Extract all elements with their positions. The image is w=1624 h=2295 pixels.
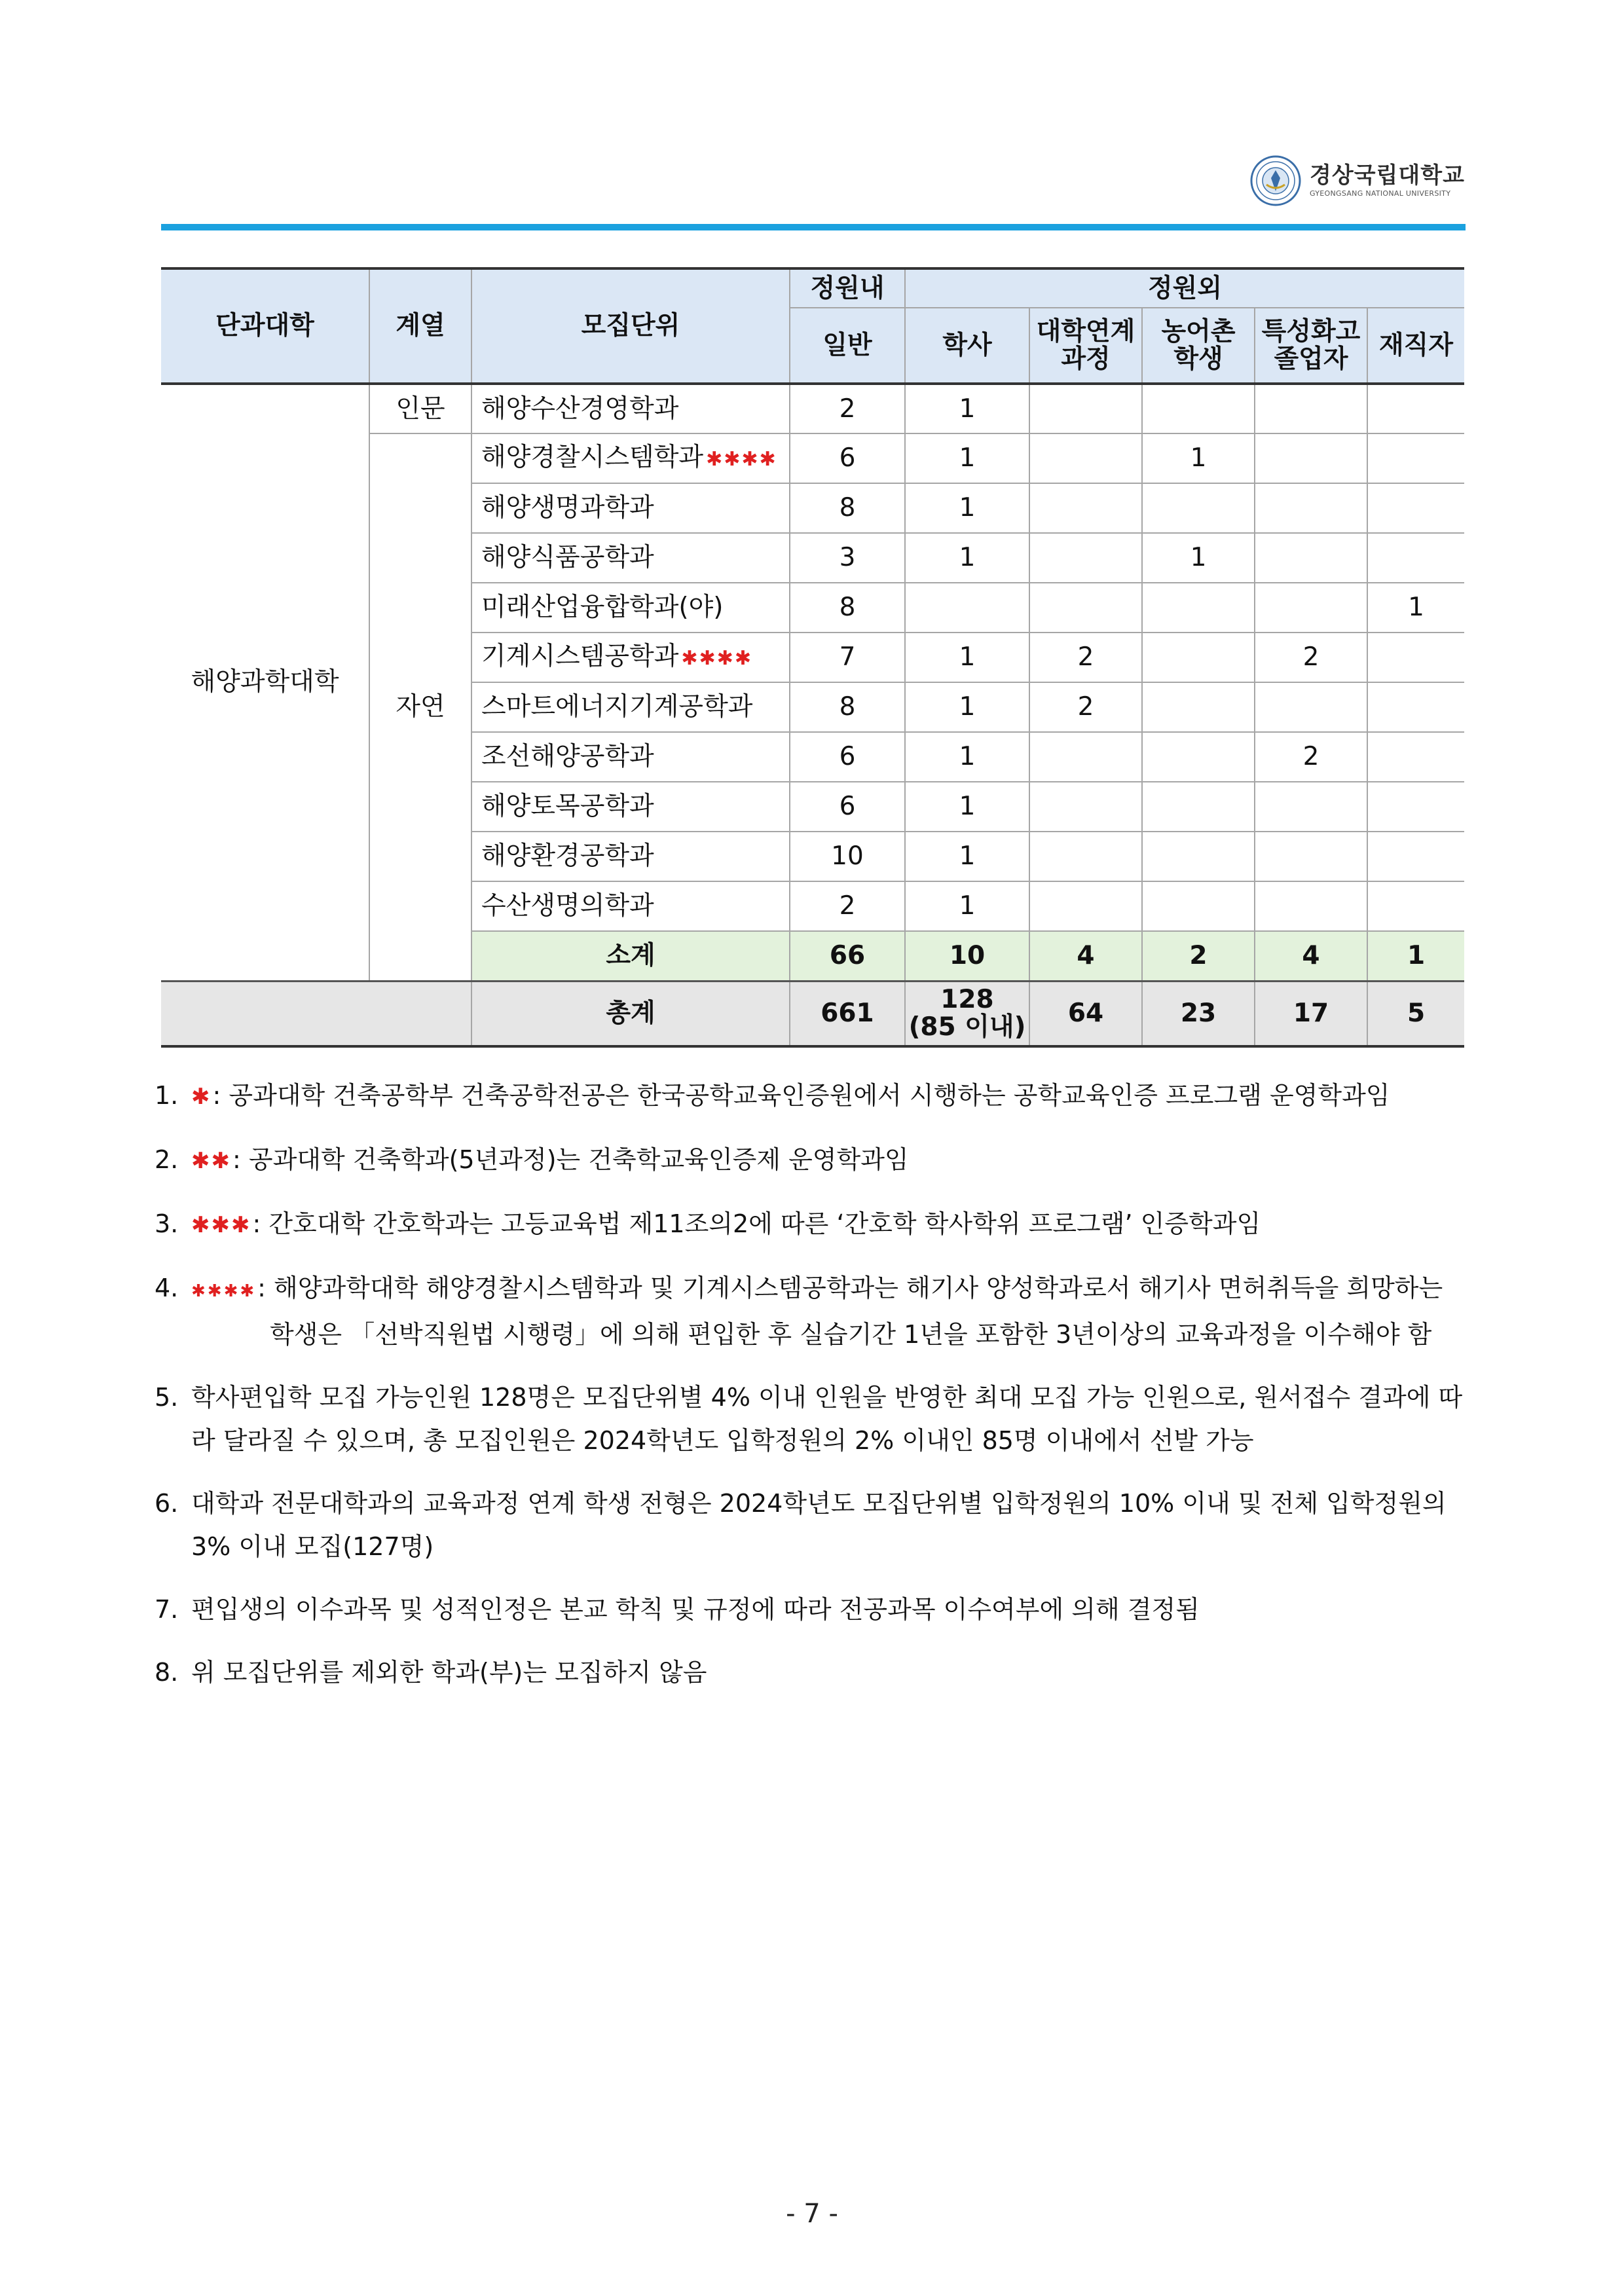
general-cell: 2 [790,881,905,931]
unit-name [471,682,790,732]
star-mark: ✱✱✱✱ [191,1281,257,1301]
employed-cell [1367,732,1464,782]
bachelor-cell: 1 [905,732,1029,782]
employed-cell [1367,832,1464,881]
linked-cell: 2 [1029,682,1142,732]
header-employed: 재직자 [1367,308,1464,384]
total-rural: 23 [1142,981,1255,1046]
header-rural-line1: 농어촌 [1161,316,1236,346]
track-cell-humanities: 인문 [369,384,471,433]
footnote-text: 편입생의 이수과목 및 성적인정은 본교 학칙 및 규정에 따라 전공과목 이수여부에 의해 결정됨 [191,1595,1200,1624]
header-general: 일반 [790,308,905,384]
rural-cell [1142,782,1255,832]
unit-label: 해양식품공학과 [481,543,654,572]
header-special [1255,308,1367,384]
unit-name [471,633,790,682]
general-cell: 8 [790,483,905,533]
linked-cell [1029,832,1142,881]
footnote-number: 6. [155,1489,179,1518]
special-cell [1255,682,1367,732]
footnote-item [155,1376,1471,1462]
header-linked [1029,308,1142,384]
general-cell: 6 [790,732,905,782]
total-row [161,981,1464,1046]
unit-name [471,782,790,832]
header-bachelor: 학사 [905,308,1029,384]
employed-cell [1367,433,1464,483]
rural-cell [1142,633,1255,682]
header-rural-line2: 학생 [1173,344,1223,374]
general-cell: 8 [790,682,905,732]
header-quota-out: 정원외 [905,268,1464,308]
bachelor-cell [905,583,1029,633]
general-cell: 6 [790,782,905,832]
unit-label: 조선해양공학과 [481,742,654,771]
admission-quota-table [161,267,1464,1048]
footnote-text: : 해양과학대학 해양경찰시스템학과 및 기계시스템공학과는 해기사 양성학과로서 해기사 면허취득을 희망하는 [257,1274,1443,1302]
footnote-item [155,1074,1471,1118]
footnote-text: : 공과대학 건축학과(5년과정)는 건축학교육인증제 운영학과임 [232,1145,909,1174]
bachelor-cell: 1 [905,682,1029,732]
special-cell [1255,832,1367,881]
header-rule [161,224,1466,230]
subtotal-label: 소계 [471,931,790,981]
footnote-body [191,1202,1471,1247]
star-mark: ✱✱✱ [191,1212,251,1238]
college-cell: 해양과학대학 [161,384,369,981]
linked-cell [1029,583,1142,633]
linked-cell: 2 [1029,633,1142,682]
bachelor-cell: 1 [905,384,1029,433]
star-mark: ✱✱✱✱ [706,447,777,471]
header-special-line1: 특성화고 [1261,316,1361,346]
footnote-number: 8. [155,1658,179,1687]
employed-cell [1367,881,1464,931]
employed-cell [1367,483,1464,533]
subtotal-bachelor: 10 [905,931,1029,981]
general-cell: 10 [790,832,905,881]
bachelor-cell: 1 [905,633,1029,682]
rural-cell [1142,583,1255,633]
track-cell-natural: 자연 [369,433,471,981]
footnote-text-continued: 학생은 「선박직원법 시행령」에 의해 편입한 후 실습기간 1년을 포함한 3년이상의 교육과정을 이수해야 함 [270,1320,1432,1349]
footnote-number: 4. [155,1274,179,1302]
header-special-line2: 졸업자 [1274,344,1348,374]
special-cell [1255,533,1367,583]
linked-cell [1029,433,1142,483]
special-cell [1255,384,1367,433]
footnote-item [155,1651,1471,1694]
total-bachelor-limit: (85 이내) [908,1012,1026,1042]
page-number: - 7 - [786,2199,838,2229]
footnote-number: 5. [155,1383,179,1412]
bachelor-cell: 1 [905,433,1029,483]
footnote-text: 학사편입학 모집 가능인원 128명은 모집단위별 4% 이내 인원을 반영한 최대 모집 가능 인원으로, 원서접수 결과에 따라 달라질 수 있으며, 총 모집인원은 2024학년도 입학정원의 2% 이내인 85명 이내에서 선발 가능 [191,1383,1463,1455]
footnote-item [155,1588,1471,1631]
header-linked-line2: 과정 [1061,344,1111,374]
bachelor-cell: 1 [905,881,1029,931]
total-linked: 64 [1029,981,1142,1046]
special-cell: 2 [1255,633,1367,682]
rural-cell: 1 [1142,533,1255,583]
table-row [161,384,1464,433]
footnote-item [155,1266,1471,1356]
footnote-text: 위 모집단위를 제외한 학과(부)는 모집하지 않음 [191,1658,707,1687]
employed-cell [1367,633,1464,682]
employed-cell [1367,533,1464,583]
linked-cell [1029,384,1142,433]
star-mark: ✱ [191,1084,212,1110]
footnote-body [191,1074,1471,1118]
footnote-number: 2. [155,1145,179,1174]
unit-label: 해양환경공학과 [481,841,654,871]
footnote-number: 3. [155,1209,179,1238]
linked-cell [1029,782,1142,832]
special-cell [1255,483,1367,533]
total-special: 17 [1255,981,1367,1046]
special-cell [1255,433,1367,483]
footnote-body [191,1138,1471,1183]
footnote-text: 대학과 전문대학과의 교육과정 연계 학생 전형은 2024학년도 모집단위별 입학정원의 10% 이내 및 전체 입학정원의 3% 이내 모집(127명) [191,1489,1447,1561]
footnote-text: : 간호대학 간호학과는 고등교육법 제11조의2에 따른 ‘간호학 학사학위 프로그램’ 인증학과임 [252,1209,1261,1238]
employed-cell: 1 [1367,583,1464,633]
unit-label: 해양토목공학과 [481,792,654,821]
unit-name [471,732,790,782]
linked-cell [1029,881,1142,931]
star-mark: ✱✱ [191,1148,231,1174]
total-bachelor [905,981,1029,1046]
header-unit: 모집단위 [471,268,790,384]
subtotal-linked: 4 [1029,931,1142,981]
header-track: 계열 [369,268,471,384]
special-cell [1255,782,1367,832]
unit-label: 수산생명의학과 [481,891,654,921]
university-name-english: GYEONGSANG NATIONAL UNIVERSITY [1310,189,1451,198]
subtotal-rural: 2 [1142,931,1255,981]
footnote-item [155,1482,1471,1568]
subtotal-employed: 1 [1367,931,1464,981]
total-label: 총계 [471,981,790,1046]
bachelor-cell: 1 [905,533,1029,583]
subtotal-general: 66 [790,931,905,981]
footnote-text: : 공과대학 건축공학부 건축공학전공은 한국공학교육인증원에서 시행하는 공학교육인증 프로그램 운영학과임 [212,1081,1390,1110]
footnote-body [191,1266,1471,1356]
unit-label: 해양경찰시스템학과 [481,442,704,472]
total-employed: 5 [1367,981,1464,1046]
special-cell [1255,881,1367,931]
bachelor-cell: 1 [905,483,1029,533]
unit-label: 해양수산경영학과 [481,394,679,424]
bachelor-cell: 1 [905,782,1029,832]
rural-cell [1142,732,1255,782]
total-spacer [161,981,471,1046]
footnote-number: 7. [155,1595,179,1624]
header-rural [1142,308,1255,384]
rural-cell [1142,682,1255,732]
unit-name [471,433,790,483]
unit-label: 해양생명과학과 [481,493,654,523]
rural-cell [1142,832,1255,881]
unit-name [471,483,790,533]
header-college: 단과대학 [161,268,369,384]
university-emblem-icon [1249,155,1302,207]
general-cell: 3 [790,533,905,583]
unit-name [471,832,790,881]
header-quota-in: 정원내 [790,268,905,308]
employed-cell [1367,682,1464,732]
special-cell [1255,583,1367,633]
university-name: 경상국립대학교 [1310,162,1465,189]
university-logo [1249,152,1472,210]
general-cell: 8 [790,583,905,633]
rural-cell [1142,384,1255,433]
total-bachelor-value: 128 [940,984,994,1014]
rural-cell [1142,483,1255,533]
footnote-number: 1. [155,1081,179,1110]
linked-cell [1029,483,1142,533]
bachelor-cell: 1 [905,832,1029,881]
star-mark: ✱✱✱✱ [681,646,752,670]
unit-name [471,881,790,931]
general-cell: 7 [790,633,905,682]
footnote-item [155,1202,1471,1247]
rural-cell: 1 [1142,433,1255,483]
rural-cell [1142,881,1255,931]
total-general: 661 [790,981,905,1046]
unit-label: 스마트에너지기계공학과 [481,692,753,722]
unit-name [471,583,790,633]
linked-cell [1029,732,1142,782]
general-cell: 2 [790,384,905,433]
unit-label: 미래산업융합학과(야) [481,593,724,622]
footnotes [155,1074,1471,1714]
footnote-item [155,1138,1471,1183]
unit-label: 기계시스템공학과 [481,641,679,671]
subtotal-special: 4 [1255,931,1367,981]
employed-cell [1367,384,1464,433]
unit-name [471,384,790,433]
header-linked-line1: 대학연계 [1036,316,1135,346]
unit-name [471,533,790,583]
general-cell: 6 [790,433,905,483]
special-cell: 2 [1255,732,1367,782]
linked-cell [1029,533,1142,583]
employed-cell [1367,782,1464,832]
